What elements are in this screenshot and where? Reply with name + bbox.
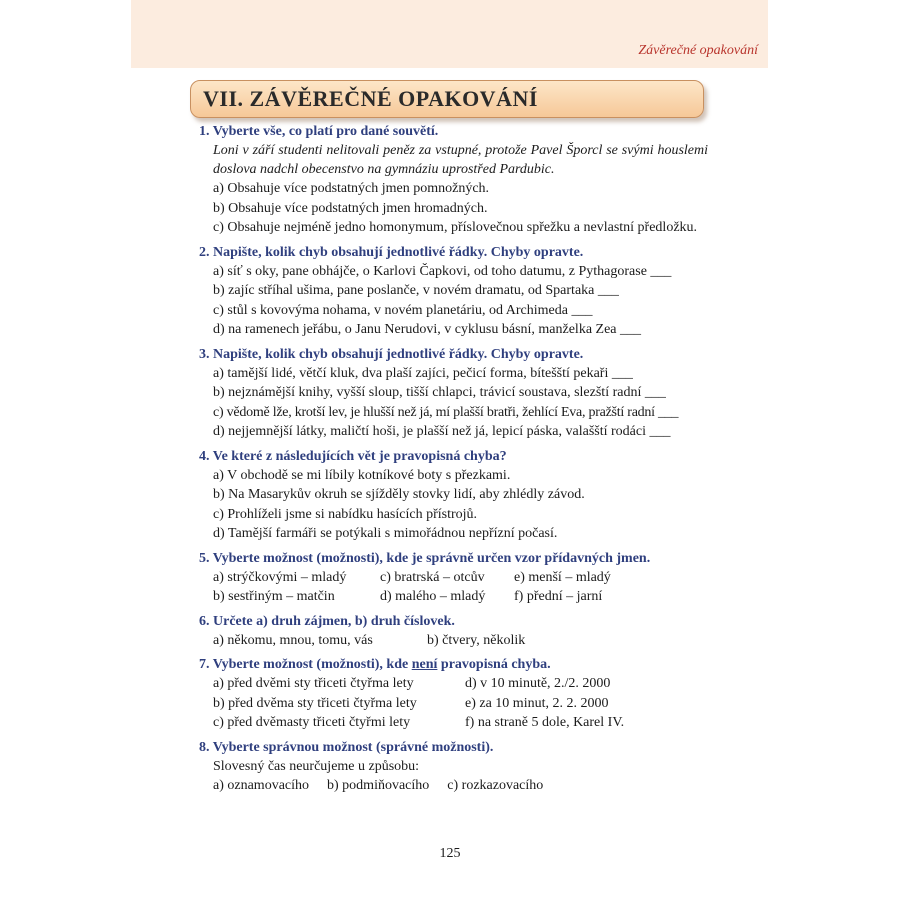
task-sentence: Loni v září studenti nelitovali peněz za vstupné, protože Pavel Šporcl se svými houslemi doslova nadchl obecenstvo na gymnáziu uprostřed Pardubic. [213, 143, 708, 177]
option: b) před dvěma sty třiceti čtyřma lety [213, 695, 417, 711]
task-3 [196, 345, 708, 442]
task-6 [196, 612, 708, 651]
option: d) malého – mladý [380, 589, 486, 604]
option: b) čtvery, několik [427, 632, 526, 648]
task-heading: 1. Vyberte vše, co platí pro dané souvětí. [199, 124, 439, 139]
option: a) před dvěmi sty třiceti čtyřma lety [213, 676, 414, 691]
option: a) oznamovacího [213, 778, 310, 793]
option: c) stůl s kovovýma nohama, v novém planetáriu, od Archimeda ___ [213, 302, 593, 318]
running-head-text: Závěrečné opakování [638, 43, 758, 58]
heading-emphasis: není [411, 657, 438, 672]
option: b) Na Masarykův okruh se sjížděly stovky lidí, aby zhlédly závod. [213, 487, 585, 502]
option: d) nejjemnější látky, maličtí hoši, je plašší než já, lepicí páska, valašští rodáci ___ [213, 424, 671, 439]
option: a) V obchodě se mi líbily kotníkové boty s přezkami. [213, 467, 511, 483]
task-heading [196, 655, 708, 674]
option: d) na ramenech jeřábu, o Janu Nerudovi, v cyklusu básní, manželka Zea ___ [213, 322, 642, 337]
option-row [196, 631, 708, 651]
option: f) na straně 5 dole, Karel IV. [465, 715, 625, 730]
task-2 [196, 243, 708, 340]
page-number: 125 [439, 846, 461, 861]
task-heading: 6. Určete a) druh zájmen, b) druh číslovek. [199, 613, 455, 629]
option: d) v 10 minutě, 2./2. 2000 [465, 676, 611, 691]
option: c) vědomě lže, krotší lev, je hlušší než já, mí plašší bratři, žehlící Eva, pražští radní ___ [213, 404, 679, 420]
option-row [196, 713, 708, 733]
task-5 [196, 549, 708, 607]
option: b) podmiňovacího [327, 778, 430, 793]
task-heading: 3. Napište, kolik chyb obsahují jednotlivé řádky. Chyby opravte. [199, 346, 584, 362]
task-heading: 5. Vyberte možnost (možnosti), kde je správně určen vzor přídavných jmen. [199, 550, 651, 566]
task-8 [196, 738, 708, 796]
option: c) Prohlíželi jsme si nabídku hasících přístrojů. [213, 506, 478, 522]
option: b) Obsahuje více podstatných jmen hromadných. [213, 200, 488, 216]
option: b) nejznámější knihy, vyšší sloup, tišší chlapci, trávicí soustava, slezští radní ___ [213, 385, 666, 400]
option: a) síť s oky, pane obhájče, o Karlovi Čapkovi, od toho datumu, z Pythagorase ___ [213, 263, 672, 279]
chapter-title-bar [190, 80, 704, 118]
option-row [196, 776, 708, 796]
task-1 [196, 122, 708, 238]
option: c) Obsahuje nejméně jedno homonymum, příslovečnou spřežku a nevlastní předložku. [213, 220, 698, 235]
option: c) rozkazovacího [447, 778, 544, 793]
heading-part: 7. Vyberte možnost (možnosti), kde [199, 657, 412, 672]
option: e) menší – mladý [514, 569, 611, 585]
option-row [196, 568, 708, 588]
option: a) strýčkovými – mladý [213, 569, 347, 585]
option: a) někomu, mnou, tomu, vás [213, 632, 373, 648]
task-heading: 4. Ve které z následujících vět je pravopisná chyba? [199, 448, 507, 464]
option: c) před dvěmasty třiceti čtyřmi lety [213, 715, 411, 730]
option: b) zajíc stříhal ušima, pane poslanče, v novém dramatu, od Spartaka ___ [213, 283, 619, 298]
exercise-list [196, 122, 708, 801]
heading-part: pravopisná chyba. [437, 657, 551, 672]
option-row [196, 587, 708, 607]
option-row [196, 694, 708, 714]
option: a) Obsahuje více podstatných jmen pomnožných. [213, 181, 490, 196]
option: f) přední – jarní [514, 589, 603, 604]
task-7 [196, 655, 708, 733]
chapter-title: VII. ZÁVĚREČNÉ OPAKOVÁNÍ [203, 86, 538, 111]
option: e) za 10 minut, 2. 2. 2000 [465, 695, 609, 711]
task-heading: 2. Napište, kolik chyb obsahují jednotlivé řádky. Chyby opravte. [199, 244, 584, 260]
running-head [131, 0, 768, 68]
task-4 [196, 447, 708, 544]
task-prompt: Slovesný čas neurčujeme u způsobu: [213, 758, 420, 774]
option: b) sestřiným – matčin [213, 589, 335, 604]
option-row [196, 674, 708, 694]
option: a) tamější lidé, větčí kluk, dva plaší zajíci, pečicí forma, bítešští pekaři ___ [213, 365, 633, 381]
task-heading: 8. Vyberte správnou možnost (správné možnosti). [199, 739, 494, 755]
option: d) Tamější farmáři se potýkali s mimořádnou nepřízní počasí. [213, 526, 558, 541]
option: c) bratrská – otcův [380, 569, 485, 585]
